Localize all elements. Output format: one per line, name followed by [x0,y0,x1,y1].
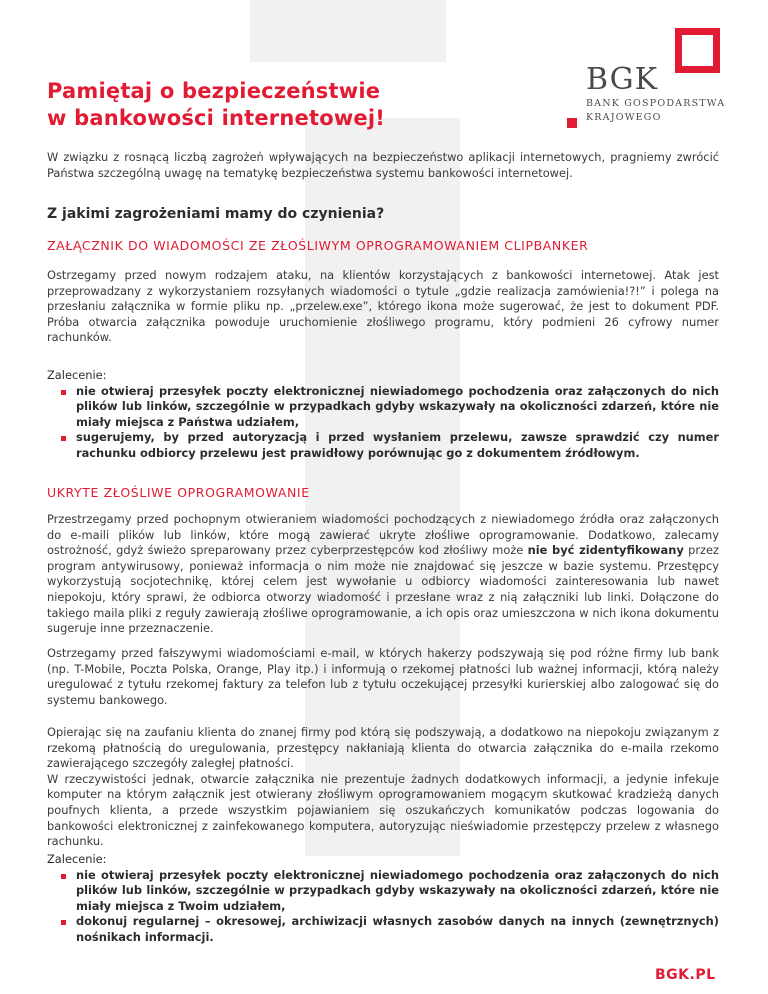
bold-phrase: nie być zidentyfikowany [527,543,684,558]
list-item-text: sugerujemy, by przed autoryzacją i przed wysłaniem przelewu, zawsze sprawdzić czy numer rachunku odbiorcy przelewu jest prawidłowy porównując go z dokumentem źródłowym. [76,430,719,460]
bullet-icon [61,920,66,925]
threats-heading: Z jakimi zagrożeniami mamy do czynienia? [47,206,385,222]
paragraph-text: Opierając się na zaufaniu klienta do znanej firmy pod którą się podszywają, a dodatkowo na niepokoju związanym z rzekomą płatnością do uregulowania, przestępcy nakłaniają klienta do otwarcia załącznika do e-maila rzekomo zawierającego szczegóły zaległej płatności. [47,725,719,771]
paragraph-text: W rzeczywistości jednak, otwarcie załącznika nie prezentuje żadnych dodatkowych informacji, a jedynie infekuje komputer na którym załącznik jest otwierany złośliwym oprogramowaniem mogącym skutkować kradzieżą danych poufnych klienta, a przede wszystkim pojawianiem się oszukańczych komunikatów podczas logowania do bankowości elektronicznej z zainfekowanego komputera, autoryzując nieświadomie przestępczy przelew z własnego rachunku. [47,771,719,849]
section-malware-paragraph-2: Ostrzegamy przed fałszywymi wiadomościami e-mail, w których hakerzy podszywają się pod różne firmy lub bank (np. T-Mobile, Poczta Polska, Orange, Play itp.) i informują o rzekomej płatności lub ważnej informacji, którą należy uregulować z tytułu rzekomej faktury za telefon lub z tytułu oczekującej przesyłki kurierskiej albo zalogować się do systemu bankowego. [47,646,719,707]
logo-subtitle-line1: BANK GOSPODARSTWA [586,98,726,109]
list-item-text: dokonuj regularnej – okresowej, archiwizacji własnych zasobów danych na innych (zewnętrznych) nośnikach informacji. [76,914,719,944]
section-malware-paragraph-3 [47,725,719,850]
recommendation-label: Zalecenie: [47,368,107,382]
bgk-logo [567,28,737,138]
recommendation-block-1 [47,368,719,462]
page-title [47,78,507,132]
logo-text [586,64,725,124]
section-clipbanker-paragraph: Ostrzegamy przed nowym rodzajem ataku, na klientów korzystających z bankowości internetowej. Atak jest przeprowadzany z wykorzystaniem rozsyłanych wiadomości o tytule „gdzie realizacja zamówienia!?!” i polega na przesłaniu załącznika w formie pliku np. „przelew.exe”, którego ikona może sugerować, że jest to dokument PDF. Próba otwarcia załącznika powoduje uruchomienie złośliwego programu, który podmieni 26 cyfrowy numer rachunków. [47,268,719,345]
recommendation-label: Zalecenie: [47,852,107,866]
page-title-line2: w bankowości internetowej! [47,106,386,130]
section-malware-title: UKRYTE ZŁOŚLIWE OPROGRAMOWANIE [47,485,310,500]
logo-subtitle-line2: KRAJOWEGO [586,112,662,123]
logo-name: BGK [586,62,658,97]
footer-website-link[interactable]: BGK.PL [655,967,716,983]
list-item [47,868,719,915]
bullet-icon [61,436,66,441]
list-item [47,384,719,431]
recommendation-block-2 [47,852,719,946]
list-item [47,430,719,461]
bullet-icon [61,874,66,879]
bullet-icon [61,390,66,395]
list-item [47,914,719,945]
list-item-text: nie otwieraj przesyłek poczty elektronicznej niewiadomego pochodzenia oraz załączonych do nich plików lub linków, szczególnie w przypadkach gdyby wskazywały na okoliczności zdarzeń, które nie miały miejsca z Państwa udziałem, [76,383,719,429]
intro-paragraph: W związku z rosnącą liczbą zagrożeń wpływających na bezpieczeństwo aplikacji internetowych, pragniemy zwrócić Państwa szczególną uwagę na tematykę bezpieczeństwa systemu bankowości internetowej. [47,150,719,180]
page-title-line1: Pamiętaj o bezpieczeństwie [47,79,381,103]
section-malware-paragraph-1 [47,512,719,637]
recommendation-list [47,868,719,946]
list-item-text: nie otwieraj przesyłek poczty elektronicznej niewiadomego pochodzenia oraz załączonych do nich plików lub linków, szczególnie w przypadkach gdyby wskazywały na okoliczności zdarzeń, które nie miały miejsca z Twoim udziałem, [76,867,719,913]
logo-dot-icon [567,118,577,128]
paragraph-text: przez program antywirusowy, ponieważ informacja o nim może nie znajdować się jeszcze w bazie systemu. Przestępcy wykorzystują socjotechnikę, której celem jest wywołanie u odbiorcy wiadomości zainteresowania lub nawet niepokoju, który sprawi, że odbiorca otworzy wiadomość i przesłane wraz z nią załączniki lub linki. Dołączone do takiego maila pliki z reguły zawierają złośliwe oprogramowanie, a ich opis oraz umieszczona w nich ikona dokumentu sugeruje inne przeznaczenie. [47,543,719,636]
section-clipbanker-title: ZAŁĄCZNIK DO WIADOMOŚCI ZE ZŁOŚLIWYM OPROGRAMOWANIEM CLIPBANKER [47,238,589,253]
paragraph-text: Przestrzegamy przed pochopnym otwieraniem wiadomości pochodzących z niewiadomego źródła oraz załączonych do e-maili plików lub linków, które mogą zawierać ukryte złośliwe oprogramowanie. Dodatkowo, zalecamy ostrożność, gdyż świeżo spreparowany przez cyberprzestępców kod złośliwy może [47,512,719,558]
recommendation-list [47,384,719,462]
